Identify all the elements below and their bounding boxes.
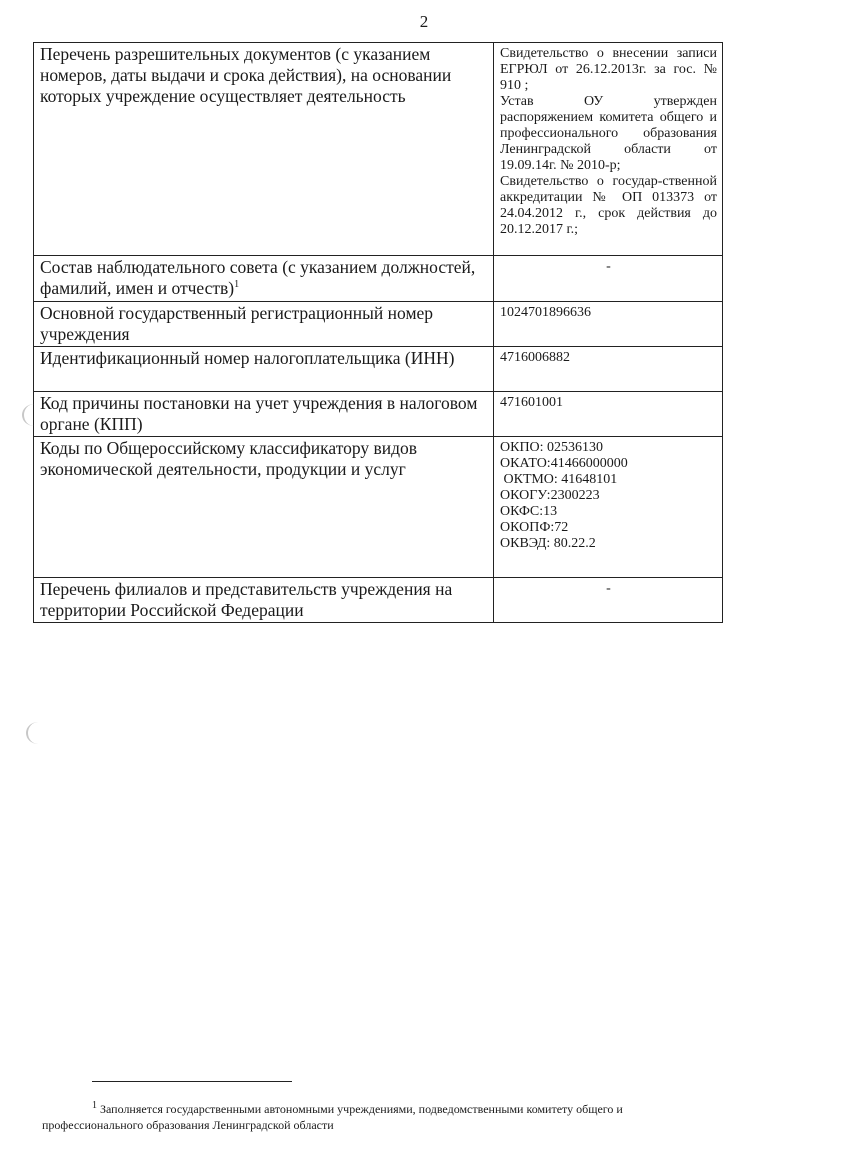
table-row — [34, 302, 723, 347]
table-row — [34, 347, 723, 392]
footnote-marker: 1 — [92, 1100, 97, 1111]
row-label: Основной государственный регистрационный номер учреждения — [34, 302, 494, 347]
value-line: ОКОГУ:2300223 — [500, 488, 600, 503]
value-line: ОКВЭД: 80.22.2 — [500, 536, 596, 551]
row-value — [494, 302, 723, 347]
table-row — [34, 43, 723, 256]
row-label: Коды по Общероссийскому классификатору видов экономической деятельности, продукции и услуг — [34, 437, 494, 578]
value-line: ОКОПФ:72 — [500, 520, 569, 535]
table-row — [34, 392, 723, 437]
value-line: - — [606, 581, 611, 596]
footnote-text: Заполняется государственными автономными учреждениями, подведомственными комитету общего и — [100, 1102, 623, 1116]
value-line: - — [606, 259, 611, 274]
doc-accreditation: Свидетельство о государ-ственной аккредитации № ОП 013373 от 24.04.2012 г., срок действия до 20.12.2017 г.; — [500, 174, 717, 237]
row-label: Код причины постановки на учет учреждения в налоговом органе (КПП) — [34, 392, 494, 437]
value-line: ОКТМО: 41648101 — [500, 472, 618, 487]
footnote — [42, 1101, 742, 1133]
row-value — [494, 256, 723, 302]
row-value — [494, 437, 723, 578]
doc-egrul: Свидетельство о внесении записи ЕГРЮЛ от 26.12.2013г. за гос. № 910 ; — [500, 46, 717, 93]
row-label-text: Состав наблюдательного совета (с указанием должностей, фамилий, имен и отчеств) — [40, 257, 476, 298]
footnote-ref: 1 — [234, 279, 240, 291]
row-label: Перечень филиалов и представительств учреждения на территории Российской Федерации — [34, 578, 494, 623]
row-label: Перечень разрешительных документов (с указанием номеров, даты выдачи и срока действия), на основании которых учреждение осуществляет деятельность — [34, 43, 494, 256]
footnote-separator — [92, 1081, 292, 1082]
value-line: ОКАТО:41466000000 — [500, 456, 628, 471]
footnote-line: профессионального образования Ленинградской области — [42, 1118, 334, 1132]
value-line: 1024701896636 — [500, 305, 591, 320]
punch-hole-mark — [26, 722, 50, 744]
value-line: 471601001 — [500, 395, 563, 410]
table-row — [34, 578, 723, 623]
value-line: ОКФС:13 — [500, 504, 558, 519]
row-value — [494, 578, 723, 623]
info-table — [33, 42, 723, 623]
row-label — [34, 256, 494, 302]
row-value — [494, 347, 723, 392]
doc-charter: Устав ОУ утвержден распоряжением комитета общего и профессионального образования Ленинградской области от 19.09.14г. № 2010-р; — [500, 94, 717, 173]
table-row — [34, 256, 723, 302]
value-line: ОКПО: 02536130 — [500, 440, 604, 455]
table-row — [34, 437, 723, 578]
value-line: 4716006882 — [500, 350, 570, 365]
row-label: Идентификационный номер налогоплательщика (ИНН) — [34, 347, 494, 392]
row-value — [494, 392, 723, 437]
footnote-line — [42, 1101, 742, 1117]
row-value — [494, 43, 723, 256]
page-number: 2 — [419, 12, 429, 31]
punch-hole-mark — [22, 404, 46, 426]
